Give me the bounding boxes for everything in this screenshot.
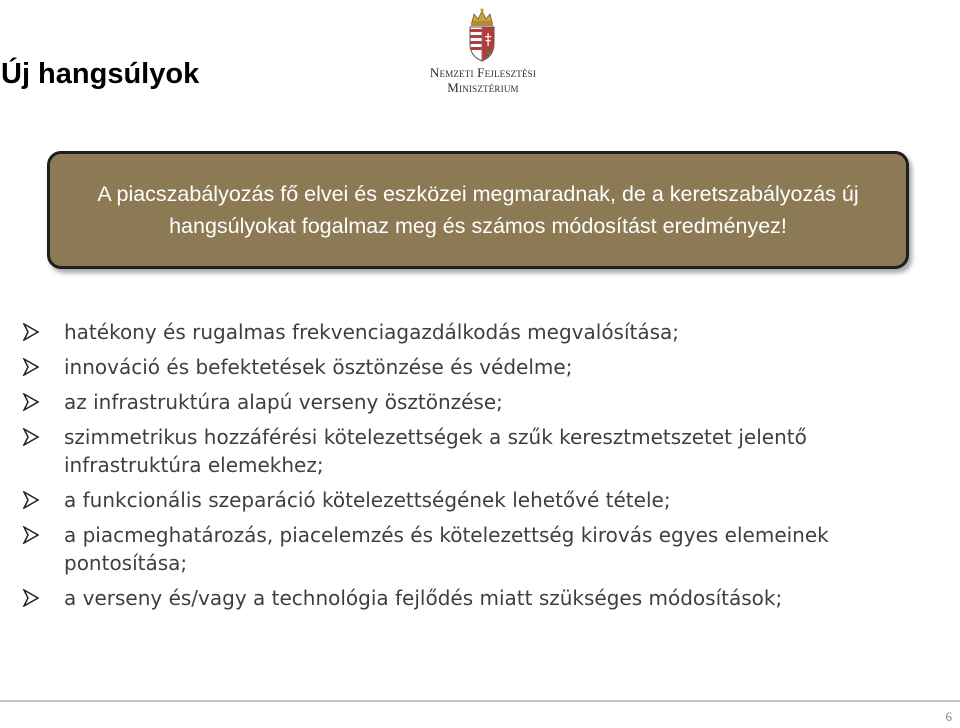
slide-title: Új hangsúlyok — [1, 58, 200, 90]
arrowhead-bullet-icon — [22, 323, 40, 341]
list-item-text: az infrastruktúra alapú verseny ösztönzése; — [64, 390, 503, 414]
list-item — [22, 423, 942, 479]
list-item-text: hatékony és rugalmas frekvenciagazdálkodás megvalósítása; — [64, 320, 680, 344]
list-item-text: a piacmeghatározás, piacelemzés és kötelezettség kirovás egyes elemeinek pontosítása; — [64, 523, 829, 575]
arrowhead-bullet-icon — [22, 358, 40, 376]
list-item-text: innováció és befektetések ösztönzése és védelme; — [64, 355, 573, 379]
callout-text: A piacszabályozás fő elvei és eszközei megmaradnak, de a keretszabályozás új hangsúlyokat fogalmaz meg és számos módosítást eredményez! — [97, 182, 859, 238]
page-number: 6 — [945, 709, 952, 724]
arrowhead-bullet-icon — [22, 491, 40, 509]
footer-divider — [0, 700, 960, 702]
list-item-text: a funkcionális szeparáció kötelezettségének lehetővé tétele; — [64, 488, 671, 512]
list-item — [22, 353, 942, 381]
arrowhead-bullet-icon — [22, 428, 40, 446]
key-message-callout — [47, 151, 909, 269]
list-item-text: a verseny és/vagy a technológia fejlődés miatt szükséges módosítások; — [64, 586, 783, 610]
ministry-logo — [418, 6, 548, 96]
hungarian-coat-of-arms-icon — [462, 6, 502, 66]
list-item — [22, 318, 942, 346]
arrowhead-bullet-icon — [22, 393, 40, 411]
list-item — [22, 486, 942, 514]
logo-text-line1: Nemzeti Fejlesztési — [429, 65, 537, 80]
list-item — [22, 388, 942, 416]
logo-text-line2: Minisztérium — [447, 80, 519, 95]
list-item-text: szimmetrikus hozzáférési kötelezettségek a szűk keresztmetszetet jelentő infrastruktúra elemekhez; — [64, 425, 807, 477]
arrowhead-bullet-icon — [22, 589, 40, 607]
arrowhead-bullet-icon — [22, 526, 40, 544]
list-item — [22, 584, 942, 612]
list-item — [22, 521, 942, 577]
bullet-list — [22, 318, 942, 619]
